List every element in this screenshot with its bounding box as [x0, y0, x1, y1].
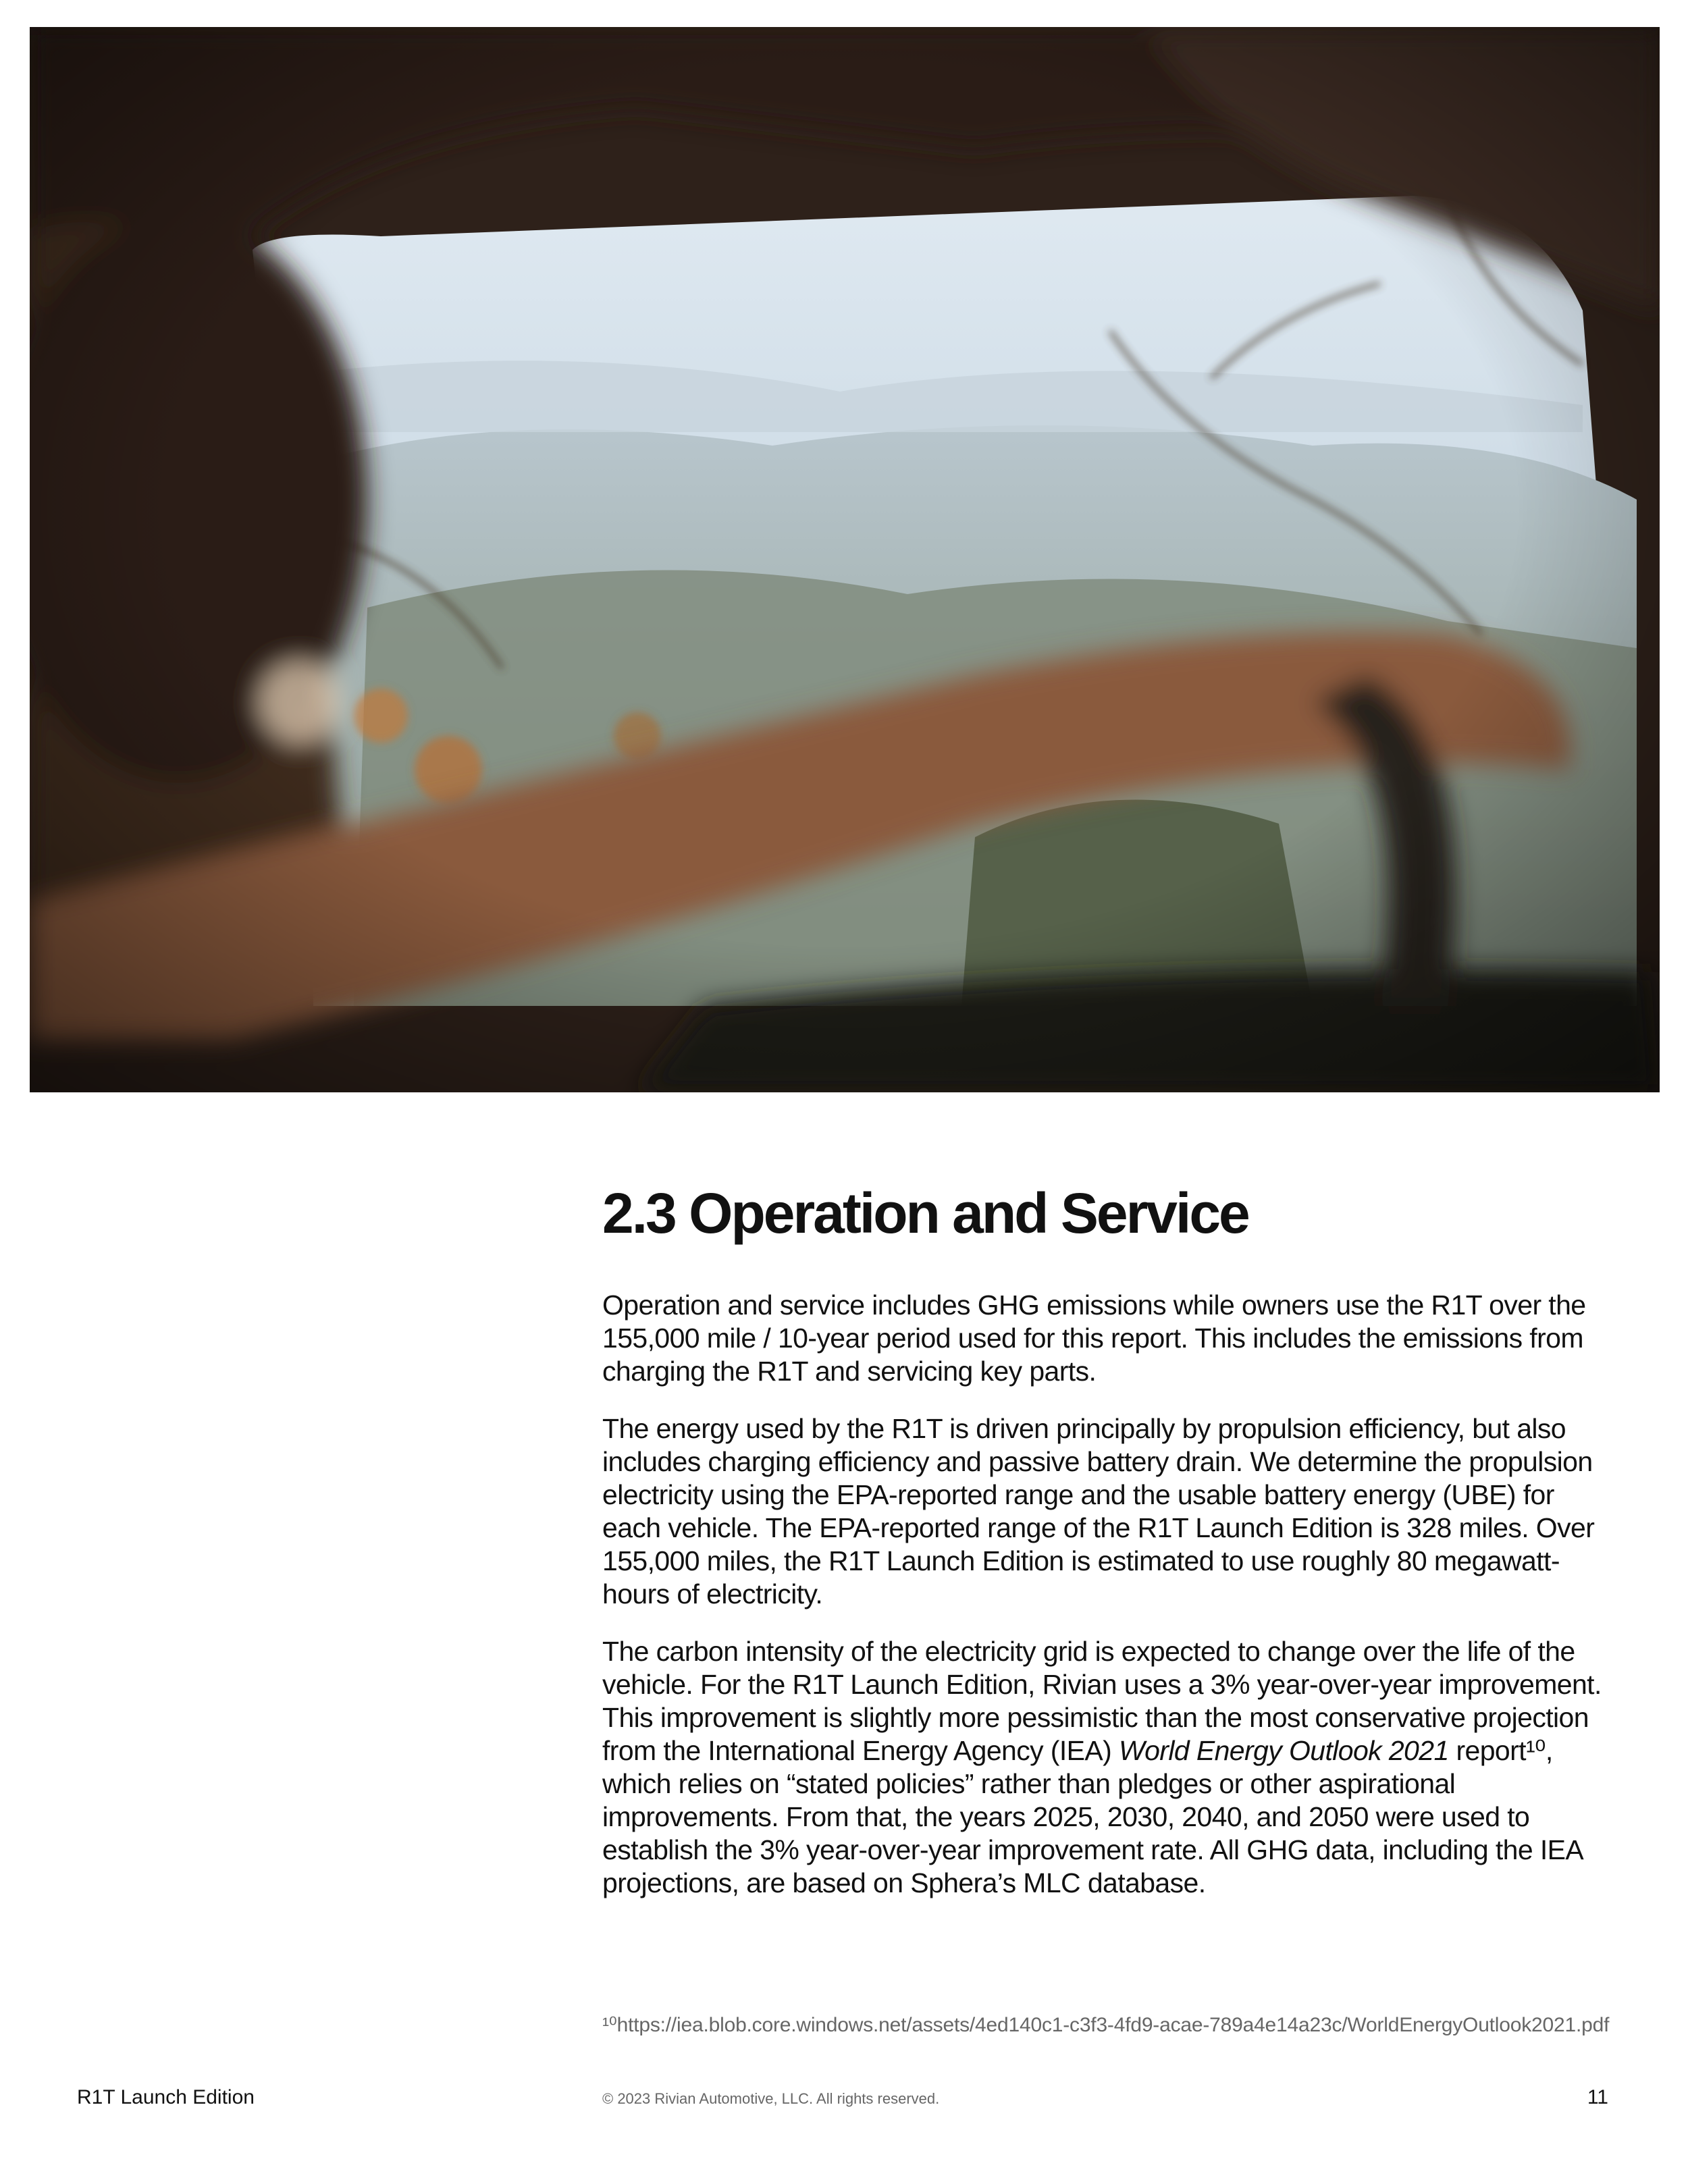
paragraph-1: Operation and service includes GHG emissions while owners use the R1T over the 155,000 mile / 10-year period used for this report. This includes the emissions from charging the R1T and servicing key parts.: [602, 1289, 1586, 1387]
hero-photo: [30, 27, 1660, 1092]
hero-photo-illustration: [30, 27, 1660, 1092]
page-number: 11: [1587, 2086, 1608, 2108]
paragraph-2: The energy used by the R1T is driven principally by propulsion efficiency, but also includes charging efficiency and passive battery drain. We determine the propulsion electricity using the EPA-reported range and the usable battery energy (UBE) for each vehicle. The EPA-reported range of the R1T Launch Edition is 328 miles. Over 155,000 miles, the R1T Launch Edition is estimated to use roughly 80 megawatt-hours of electricity.: [602, 1413, 1595, 1609]
paragraph-3-text-a: The carbon intensity of the electricity grid is expected to change over the life of the vehicle. For the R1T Launch Edition, Rivian uses a 3% year-over-year improvement. This improvement is slightly more pessimistic than the most conservative projection from the International Energy Agency (IEA): [602, 1636, 1602, 1766]
section-title: 2.3 Operation and Service: [602, 1181, 1248, 1245]
report-title: World Energy Outlook 2021: [1119, 1735, 1449, 1766]
paragraph-3: [602, 1635, 1615, 1900]
paragraph-3-text-b: report¹⁰, which relies on “stated policies” rather than pledges or other aspirational improvements. From that, the years 2025, 2030, 2040, and 2050 were used to establish the 3% year-over-year improvement rate. All GHG data, including the IEA projections, are based on Sphera’s MLC database.: [602, 1735, 1582, 1898]
footer-copyright: © 2023 Rivian Automotive, LLC. All rights reserved.: [602, 2090, 940, 2107]
footer-document-title: R1T Launch Edition: [77, 2086, 255, 2108]
footnote-link[interactable]: ¹⁰https://iea.blob.core.windows.net/assets/4ed140c1-c3f3-4fd9-acae-789a4e14a23c/WorldEnergyOutlook2021.pdf: [602, 2014, 1610, 2036]
section-content: [602, 1181, 1615, 1924]
